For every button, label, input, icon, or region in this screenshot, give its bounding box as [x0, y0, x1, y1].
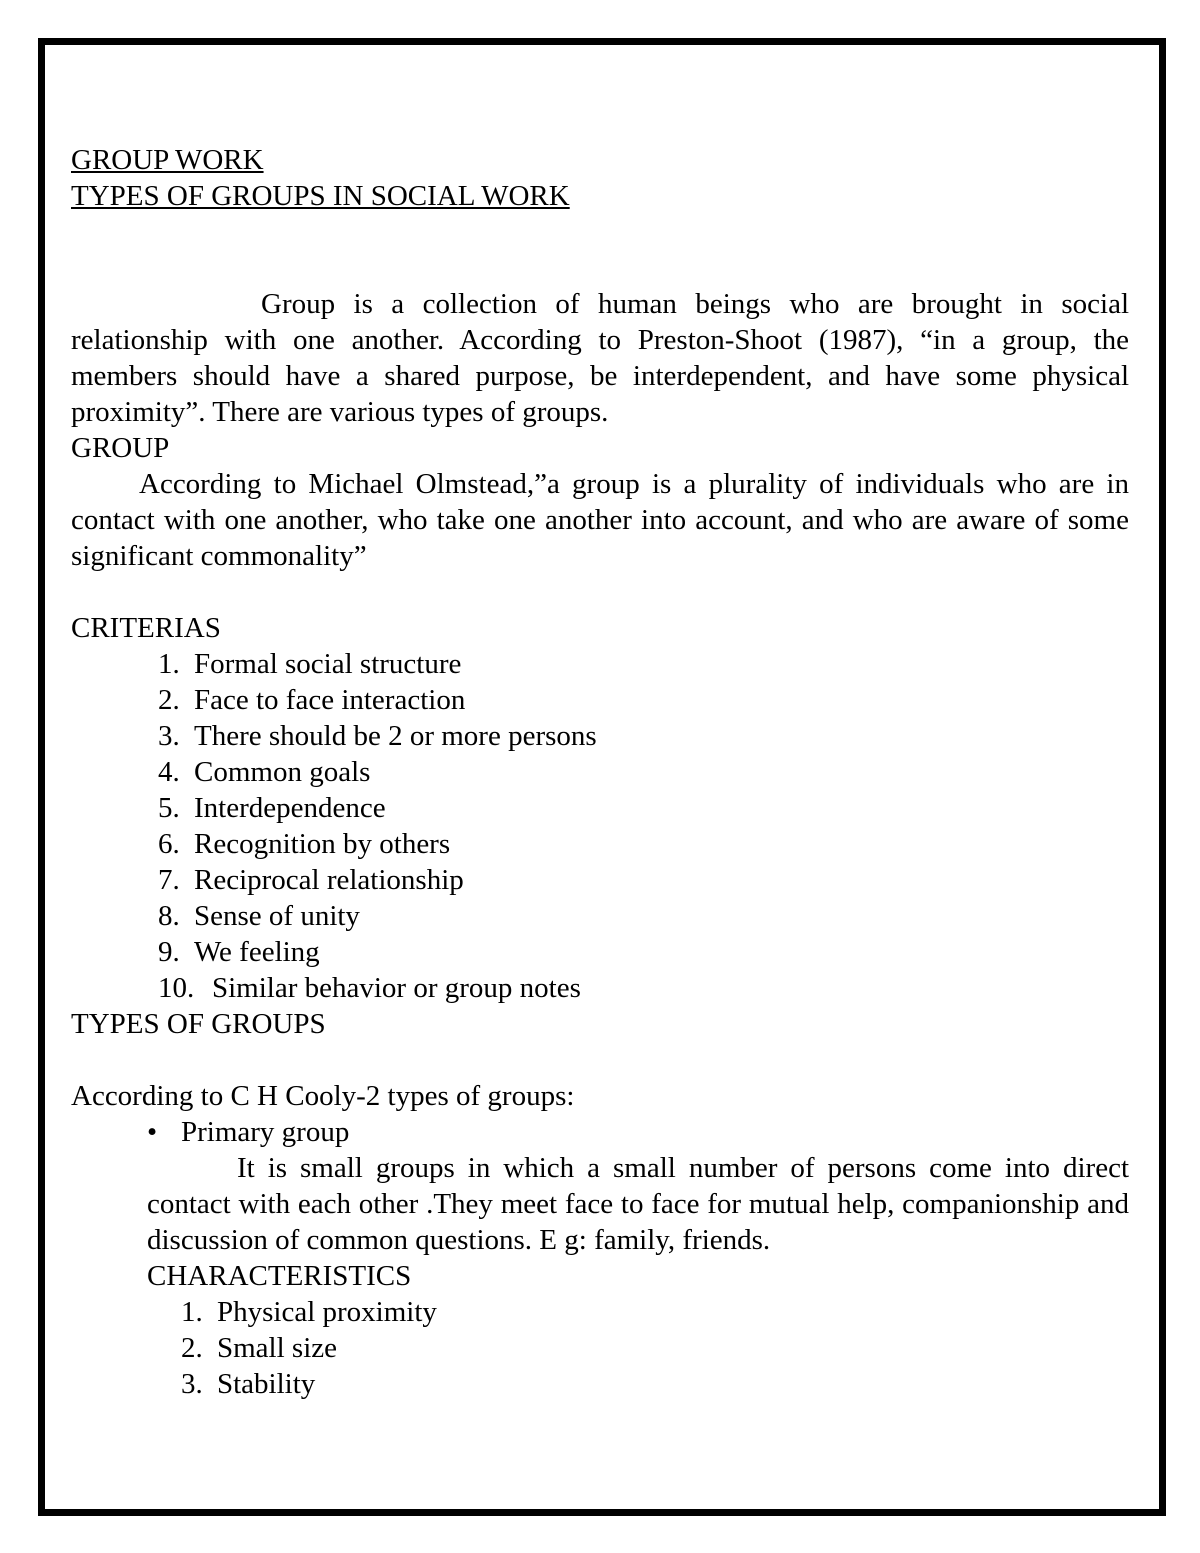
list-text: Face to face interaction — [194, 684, 466, 716]
list-text: Reciprocal relationship — [194, 864, 464, 896]
group-definition: According to Michael Olmstead,”a group is a plurality of individuals who are in contact with one another, who take one another into account, and who are aware of some significant commonality” — [71, 468, 1129, 572]
primary-group-section — [147, 1114, 1129, 1402]
list-item — [71, 754, 1129, 790]
list-text: There should be 2 or more persons — [194, 720, 597, 752]
criterias-heading: CRITERIAS — [71, 612, 221, 644]
list-number: 10. — [158, 972, 195, 1004]
list-item — [71, 646, 1129, 682]
list-item — [147, 1366, 1129, 1402]
list-item — [147, 1330, 1129, 1366]
list-number: 2. — [158, 684, 180, 716]
list-text: Physical proximity — [217, 1296, 437, 1328]
primary-group-description: It is small groups in which a small number of persons come into direct contact with each other .They meet face to face for mutual help, companionship and discussion of common questions. E g: family, friends. — [147, 1152, 1129, 1256]
list-number: 3. — [181, 1368, 203, 1400]
list-item — [71, 898, 1129, 934]
list-text: Formal social structure — [194, 648, 462, 680]
title-group-work: GROUP WORK — [71, 144, 264, 176]
list-number: 6. — [158, 828, 180, 860]
types-heading: TYPES OF GROUPS — [71, 1008, 326, 1040]
list-text: Stability — [217, 1368, 316, 1400]
list-text: Common goals — [194, 756, 371, 788]
criterias-list — [71, 646, 1129, 1006]
list-text: Interdependence — [194, 792, 386, 824]
list-number: 7. — [158, 864, 180, 896]
cooly-line: According to C H Cooly-2 types of groups: — [71, 1080, 575, 1112]
list-number: 2. — [181, 1332, 203, 1364]
intro-paragraph: Group is a collection of human beings who are brought in social relationship with one another. According to Preston-Shoot (1987), “in a group, the members should have a shared purpose, be interdependent, and have some physical proximity”. There are various types of groups. — [71, 288, 1129, 428]
list-text: We feeling — [194, 936, 320, 968]
list-number: 1. — [158, 648, 180, 680]
primary-group-heading — [147, 1114, 1129, 1150]
list-number: 3. — [158, 720, 180, 752]
list-text: Sense of unity — [194, 900, 360, 932]
list-item — [71, 718, 1129, 754]
title-types-of-groups: TYPES OF GROUPS IN SOCIAL WORK — [71, 180, 570, 212]
list-item — [71, 970, 1129, 1006]
spacer — [71, 574, 1129, 610]
list-item — [71, 826, 1129, 862]
primary-group-label: Primary group — [181, 1116, 350, 1148]
characteristics-list — [147, 1294, 1129, 1402]
list-item — [71, 934, 1129, 970]
list-item — [71, 682, 1129, 718]
list-number: 5. — [158, 792, 180, 824]
list-text: Recognition by others — [194, 828, 451, 860]
list-text: Small size — [217, 1332, 338, 1364]
list-number: 9. — [158, 936, 180, 968]
list-text: Similar behavior or group notes — [212, 972, 581, 1004]
list-number: 4. — [158, 756, 180, 788]
document-body — [71, 142, 1129, 1402]
list-item — [147, 1294, 1129, 1330]
list-number: 1. — [181, 1296, 203, 1328]
characteristics-heading: CHARACTERISTICS — [147, 1260, 412, 1292]
bullet-icon: • — [147, 1116, 158, 1148]
list-item — [71, 790, 1129, 826]
spacer — [71, 1042, 1129, 1078]
spacer — [71, 214, 1129, 286]
group-heading: GROUP — [71, 432, 170, 464]
list-item — [71, 862, 1129, 898]
list-number: 8. — [158, 900, 180, 932]
